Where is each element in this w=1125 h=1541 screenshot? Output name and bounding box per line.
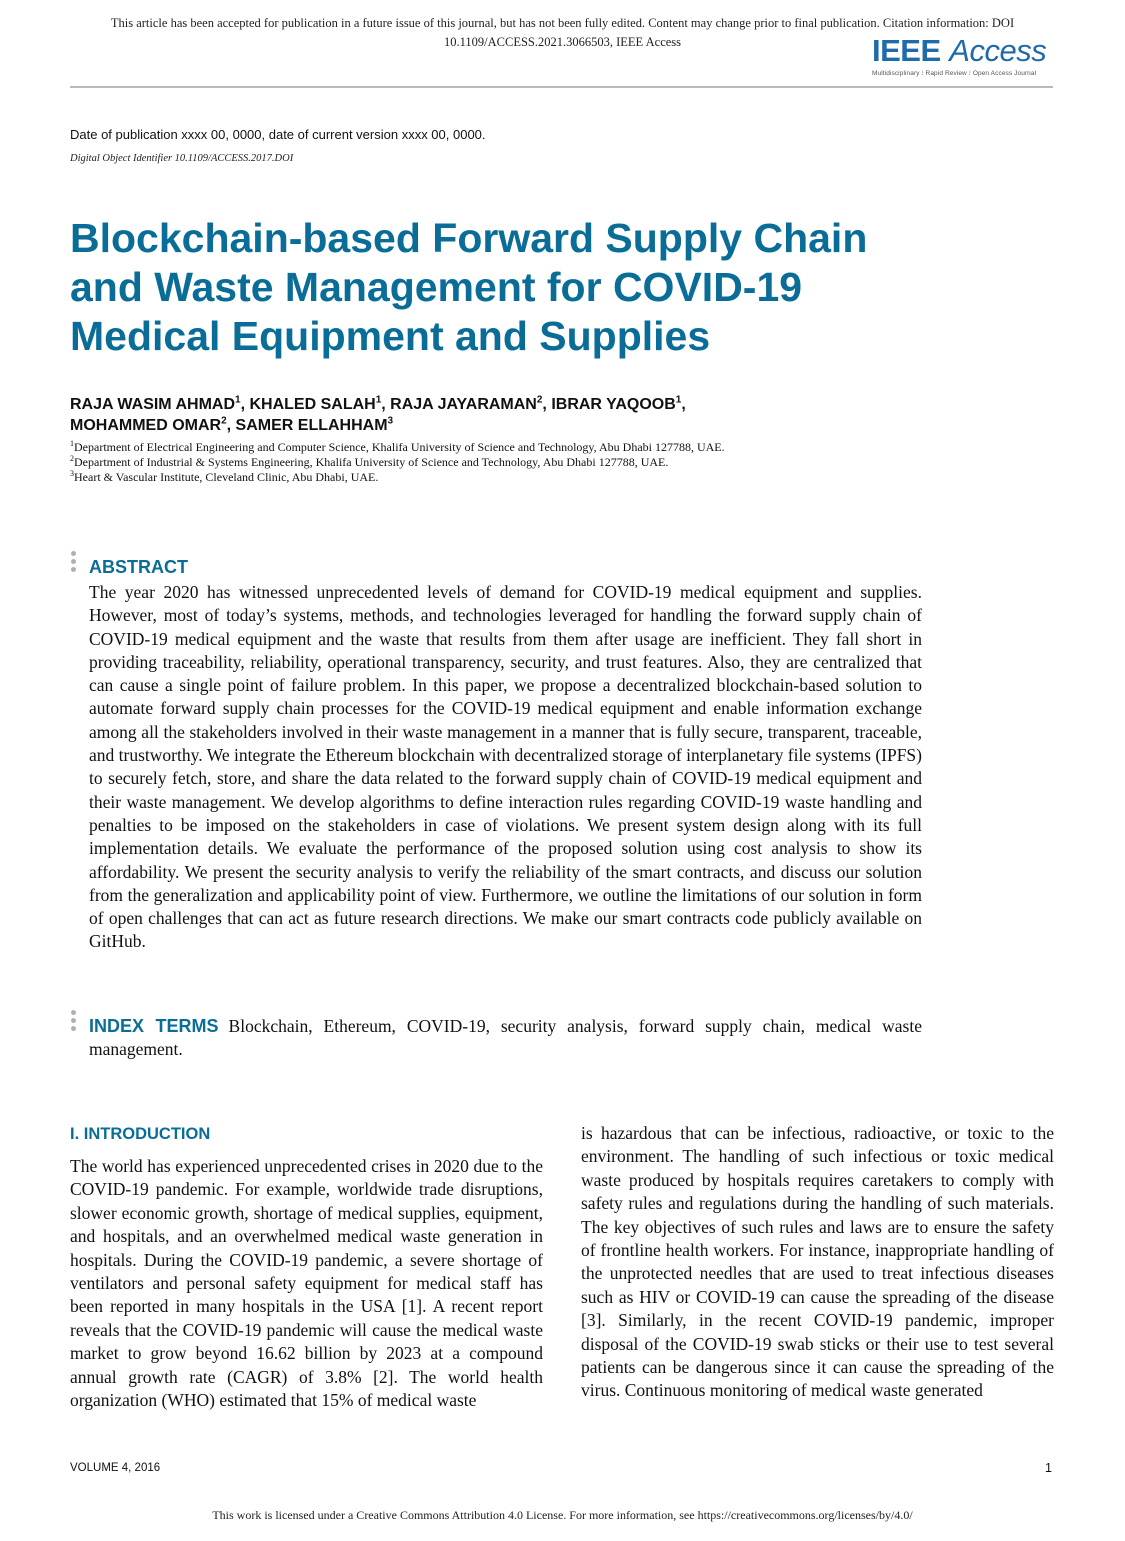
affiliation: $^2$Department of Industrial & Systems Engineering, Khalifa University of Science and Technology, Abu Dhabi 127788, UAE. [70, 454, 669, 469]
index-terms-text: Blockchain, Ethereum, COVID-19, security analysis, forward supply chain, medical waste management. [89, 1016, 922, 1060]
doi-identifier: Digital Object Identifier 10.1109/ACCESS.2017.DOI [70, 153, 294, 164]
ieee-access-logo[interactable] [872, 34, 1047, 77]
introduction-right-column: is hazardous that can be infectious, radioactive, or toxic to the environment. The handling of such infectious or toxic medical waste produced by hospitals requires caretakers to comply with safety rules and regulations during the handling of such materials. The key objectives of such rules and laws are to ensure the safety of frontline health workers. For instance, inappropriate handling of the unprotected needles that are used to treat infectious diseases such as HIV or COVID-19 can cause the spreading of the disease [3]. Similarly, in the recent COVID-19 pandemic, improper disposal of the COVID-19 swab sticks or their use to test several patients can be dangerous since it can cause the spreading of the virus. Continuous monitoring of medical waste generated [581, 1123, 1054, 1401]
author: RAJA JAYARAMAN$^2$, [390, 394, 552, 413]
affiliation: $^1$Department of Electrical Engineering and Computer Science, Khalifa University of Science and Technology, Abu Dhabi 127788, UAE. [70, 439, 725, 454]
logo-tagline: Multidisciplinary ⁝ Rapid Review ⁝ Open Access Journal [872, 70, 1037, 77]
affiliation-list [70, 440, 1050, 485]
publication-date: Date of publication xxxx 00, 0000, date of current version xxxx 00, 0000. [70, 127, 486, 142]
volume-label: VOLUME 4, 2016 [70, 1462, 161, 1474]
page-number: 1 [1045, 1461, 1052, 1475]
abstract-dots-icon [71, 551, 77, 575]
index-terms-dots-icon [71, 1010, 77, 1034]
logo-ieee: IEEE [872, 33, 941, 68]
author: MOHAMMED OMAR$^2$, [70, 415, 236, 434]
logo-wordmark [872, 34, 1047, 68]
abstract-heading: ABSTRACT [89, 557, 188, 577]
title-line-1: Blockchain-based Forward Supply Chain [70, 215, 868, 261]
author: SAMER ELLAHHAM$^3$ [235, 415, 394, 434]
abstract-text: The year 2020 has witnessed unprecedented levels of demand for COVID-19 medical equipment and supplies. However, most of today’s systems, methods, and technologies leveraged for handling the forward supply chain of COVID-19 medical equipment and the waste that results from them after usage are inefficient. They fall short in providing traceability, reliability, operational transparency, security, and trust features. Also, they are centralized that can cause a single point of failure problem. In this paper, we propose a decentralized blockchain-based solution to automate forward supply chain processes for the COVID-19 medical equipment and enable information exchange among all the stakeholders involved in their waste management in a manner that is fully secure, transparent, traceable, and trustworthy. We integrate the Ethereum blockchain with decentralized storage of interplanetary file systems (IPFS) to securely fetch, store, and share the data related to the forward supply chain of COVID-19 medical equipment and their waste management. We develop algorithms to define interaction rules regarding COVID-19 waste handling and penalties to be imposed on the stakeholders in case of violations. We present system design along with its full implementation details. We evaluate the performance of the proposed solution using cost analysis to show its affordability. We present the security analysis to verify the reliability of the smart contracts, and discuss our solution from the generalization and applicability point of view. Furthermore, we outline the limitations of our solution in form of open challenges that can act as future research directions. We make our smart contracts code publicly available on GitHub. [89, 582, 922, 952]
author-list [70, 394, 1050, 436]
index-terms [89, 1015, 922, 1062]
publication-notice-line1: This article has been accepted for publication in a future issue of this journal, but has not been fully edited. Content may change prior to final publication. Citation information: DOI [110, 16, 1015, 30]
license-notice: This work is licensed under a Creative Commons Attribution 4.0 License. For more information, see https://creativecommons.org/licenses/by/4.0/ [212, 1508, 913, 1522]
affiliation: $^3$Heart & Vascular Institute, Cleveland Clinic, Abu Dhabi, UAE. [70, 469, 379, 484]
index-terms-heading: INDEX TERMS [89, 1016, 219, 1036]
author: RAJA WASIM AHMAD$^1$, [70, 394, 250, 413]
publication-notice-line2: 10.1109/ACCESS.2021.3066503, IEEE Access [443, 35, 682, 49]
title-line-3: Medical Equipment and Supplies [70, 313, 711, 359]
introduction-left-column: The world has experienced unprecedented crises in 2020 due to the COVID-19 pandemic. For example, worldwide trade disruptions, slower economic growth, shortage of medical supplies, equipment, and hospitals, and an overwhelmed medical waste generation in hospitals. During the COVID-19 pandemic, a severe shortage of ventilators and personal safety equipment for medical staff has been reported in many hospitals in the USA [1]. A recent report reveals that the COVID-19 pandemic will cause the medical waste market to grow beyond 16.62 billion by 2023 at a compound annual growth rate (CAGR) of 3.8% [2]. The world health organization (WHO) estimated that 15% of medical waste [70, 1156, 543, 1411]
author: KHALED SALAH$^1$, [249, 394, 391, 413]
author: IBRAR YAQOOB$^1$, [551, 394, 686, 413]
logo-access: Access [949, 33, 1047, 68]
header-divider [70, 86, 1053, 88]
paper-title [70, 214, 1050, 361]
introduction-heading: I. INTRODUCTION [70, 1125, 211, 1143]
title-line-2: and Waste Management for COVID-19 [70, 264, 803, 310]
